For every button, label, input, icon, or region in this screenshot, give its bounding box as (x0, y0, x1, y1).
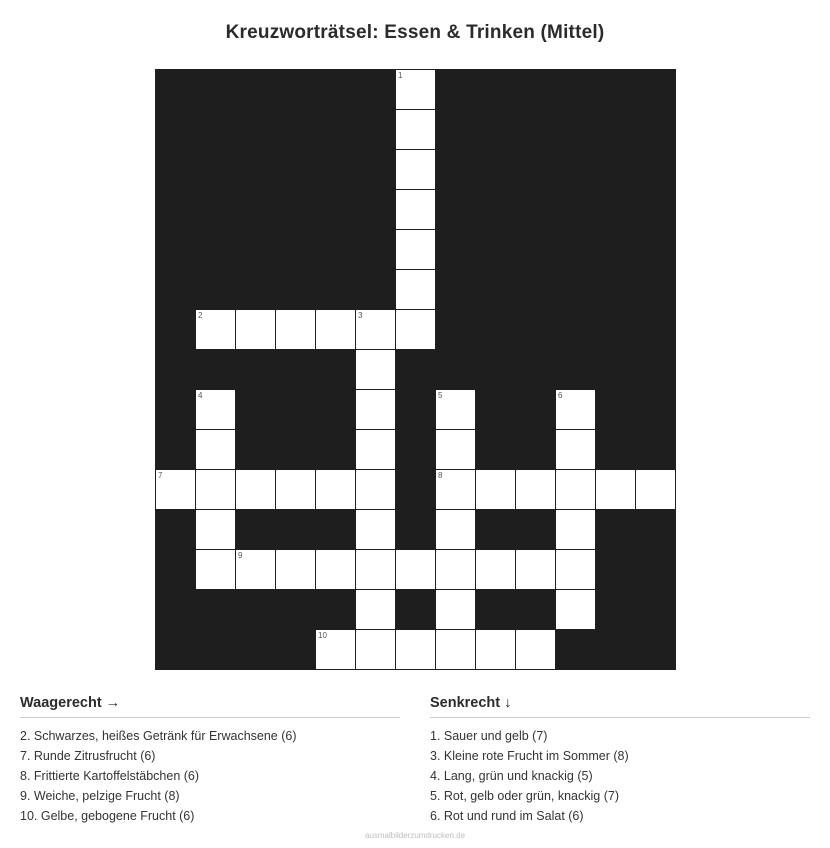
grid-cell[interactable] (436, 630, 476, 670)
grid-cell[interactable] (276, 310, 316, 350)
grid-block (596, 230, 636, 270)
grid-cell[interactable] (196, 510, 236, 550)
grid-block (156, 630, 196, 670)
grid-cell-number: 2 (198, 311, 203, 320)
grid-block (356, 150, 396, 190)
grid-block (476, 150, 516, 190)
grid-row (156, 510, 676, 550)
grid-block (436, 190, 476, 230)
grid-block (596, 70, 636, 110)
across-heading: Waagerecht → (20, 695, 400, 718)
grid-block (236, 230, 276, 270)
grid-block (196, 150, 236, 190)
grid-block (636, 430, 676, 470)
grid-block (556, 190, 596, 230)
grid-block (156, 350, 196, 390)
grid-block (236, 190, 276, 230)
grid-block (236, 70, 276, 110)
grid-block (516, 390, 556, 430)
grid-block (156, 390, 196, 430)
grid-block (196, 350, 236, 390)
grid-row (156, 110, 676, 150)
grid-cell-number: 10 (318, 631, 327, 640)
grid-block (516, 230, 556, 270)
grid-cell[interactable] (236, 310, 276, 350)
grid-block (596, 430, 636, 470)
across-clue-list (20, 726, 400, 826)
grid-cell[interactable] (436, 590, 476, 630)
grid-block (196, 590, 236, 630)
grid-block (436, 230, 476, 270)
clue-item: 10. Gelbe, gebogene Frucht (6) (20, 809, 195, 823)
grid-block (436, 110, 476, 150)
grid-cell[interactable] (436, 510, 476, 550)
grid-block (516, 150, 556, 190)
grid-block (276, 70, 316, 110)
grid-block (196, 70, 236, 110)
grid-cell-number: 9 (238, 551, 243, 560)
grid-cell[interactable] (396, 550, 436, 590)
grid-block (156, 70, 196, 110)
clue-item: 6. Rot und rund im Salat (6) (430, 809, 584, 823)
grid-block (596, 270, 636, 310)
down-column (430, 695, 810, 826)
clue-item: 2. Schwarzes, heißes Getränk für Erwachsene (6) (20, 729, 297, 743)
grid-block (516, 510, 556, 550)
grid-row (156, 590, 676, 630)
grid-block (516, 190, 556, 230)
grid-cell[interactable] (356, 470, 396, 510)
grid-block (236, 270, 276, 310)
grid-cell[interactable] (196, 550, 236, 590)
grid-block (156, 430, 196, 470)
grid-cell[interactable] (196, 390, 236, 430)
grid-cell[interactable] (356, 510, 396, 550)
grid-block (596, 350, 636, 390)
grid-cell[interactable] (556, 590, 596, 630)
grid-block (476, 390, 516, 430)
grid-cell[interactable] (436, 550, 476, 590)
grid-block (276, 270, 316, 310)
grid-cell[interactable] (396, 230, 436, 270)
grid-block (516, 110, 556, 150)
grid-cell-number: 4 (198, 391, 203, 400)
grid-cell[interactable] (436, 390, 476, 430)
grid-block (316, 510, 356, 550)
down-clue-list (430, 726, 810, 826)
grid-block (196, 230, 236, 270)
grid-block (476, 310, 516, 350)
grid-block (556, 70, 596, 110)
grid-cell-number: 5 (438, 391, 443, 400)
grid-block (276, 150, 316, 190)
grid-cell[interactable] (196, 310, 236, 350)
grid-row (156, 150, 676, 190)
grid-block (396, 390, 436, 430)
grid-row (156, 70, 676, 110)
down-heading: Senkrecht ↓ (430, 695, 810, 718)
grid-block (476, 350, 516, 390)
grid-cell[interactable] (396, 150, 436, 190)
grid-block (316, 430, 356, 470)
grid-cell-number: 8 (438, 471, 443, 480)
grid-block (236, 430, 276, 470)
grid-block (396, 470, 436, 510)
grid-cell[interactable] (356, 390, 396, 430)
grid-cell-number: 7 (158, 471, 163, 480)
grid-block (276, 190, 316, 230)
grid-cell[interactable] (356, 430, 396, 470)
grid-cell[interactable] (556, 510, 596, 550)
grid-block (476, 430, 516, 470)
grid-block (156, 230, 196, 270)
grid-block (236, 350, 276, 390)
grid-cell[interactable] (396, 70, 436, 110)
grid-cell[interactable] (396, 270, 436, 310)
grid-cell[interactable] (516, 630, 556, 670)
grid-row (156, 270, 676, 310)
grid-block (236, 510, 276, 550)
grid-block (636, 110, 676, 150)
grid-row (156, 350, 676, 390)
grid-row (156, 430, 676, 470)
grid-block (636, 310, 676, 350)
grid-block (356, 110, 396, 150)
grid-cell[interactable] (236, 470, 276, 510)
grid-cell[interactable] (476, 630, 516, 670)
grid-block (316, 70, 356, 110)
grid-block (636, 230, 676, 270)
grid-block (356, 230, 396, 270)
grid-block (276, 590, 316, 630)
grid-block (636, 510, 676, 550)
grid-row (156, 310, 676, 350)
grid-block (636, 550, 676, 590)
grid-row (156, 230, 676, 270)
clue-item: 5. Rot, gelb oder grün, knackig (7) (430, 789, 619, 803)
grid-block (396, 510, 436, 550)
grid-block (436, 270, 476, 310)
clue-item: 8. Frittierte Kartoffelstäbchen (6) (20, 769, 200, 783)
grid-block (316, 110, 356, 150)
grid-block (396, 350, 436, 390)
grid-cell[interactable] (396, 630, 436, 670)
grid-cell-number: 6 (558, 391, 563, 400)
clue-item: 3. Kleine rote Frucht im Sommer (8) (430, 749, 629, 763)
grid-block (356, 190, 396, 230)
grid-block (636, 150, 676, 190)
grid-block (196, 110, 236, 150)
grid-block (236, 150, 276, 190)
grid-block (156, 550, 196, 590)
grid-cell[interactable] (396, 190, 436, 230)
grid-block (596, 110, 636, 150)
grid-block (596, 630, 636, 670)
grid-cell-number: 1 (398, 71, 403, 80)
grid-block (556, 230, 596, 270)
grid-cell[interactable] (476, 470, 516, 510)
grid-cell[interactable] (556, 550, 596, 590)
grid-block (596, 390, 636, 430)
grid-block (276, 230, 316, 270)
grid-block (436, 310, 476, 350)
grid-cell[interactable] (636, 470, 676, 510)
grid-block (196, 190, 236, 230)
grid-block (236, 390, 276, 430)
page-title: Kreuzworträtsel: Essen & Trinken (Mittel) (225, 22, 605, 43)
grid-block (436, 150, 476, 190)
clues-section (0, 695, 830, 826)
grid-block (316, 150, 356, 190)
grid-row (156, 630, 676, 670)
grid-row (156, 470, 676, 510)
grid-block (156, 190, 196, 230)
grid-block (476, 190, 516, 230)
grid-cell[interactable] (516, 550, 556, 590)
grid-cell[interactable] (276, 550, 316, 590)
grid-block (396, 590, 436, 630)
clue-item: 4. Lang, grün und knackig (5) (430, 769, 593, 783)
grid-block (196, 270, 236, 310)
crossword-grid (155, 69, 676, 670)
grid-block (276, 630, 316, 670)
grid-block (316, 190, 356, 230)
grid-block (476, 230, 516, 270)
footer-watermark: ausmalbilderzumdrucken.de (364, 831, 466, 840)
crossword-table (155, 69, 676, 670)
grid-block (316, 230, 356, 270)
grid-block (636, 70, 676, 110)
grid-cell[interactable] (516, 470, 556, 510)
grid-cell[interactable] (556, 470, 596, 510)
grid-block (476, 590, 516, 630)
grid-block (236, 590, 276, 630)
grid-cell[interactable] (236, 550, 276, 590)
grid-block (596, 190, 636, 230)
grid-cell[interactable] (196, 430, 236, 470)
grid-block (636, 630, 676, 670)
grid-block (276, 390, 316, 430)
grid-cell[interactable] (276, 470, 316, 510)
grid-cell[interactable] (156, 470, 196, 510)
grid-block (476, 70, 516, 110)
grid-block (156, 110, 196, 150)
grid-row (156, 550, 676, 590)
grid-cell[interactable] (396, 310, 436, 350)
grid-cell[interactable] (356, 310, 396, 350)
grid-cell[interactable] (316, 630, 356, 670)
grid-cell[interactable] (316, 470, 356, 510)
clue-item: 9. Weiche, pelzige Frucht (8) (20, 789, 180, 803)
grid-block (316, 350, 356, 390)
grid-row (156, 390, 676, 430)
grid-block (356, 270, 396, 310)
grid-cell[interactable] (356, 590, 396, 630)
grid-block (516, 270, 556, 310)
grid-block (316, 390, 356, 430)
grid-block (196, 630, 236, 670)
grid-block (316, 590, 356, 630)
grid-block (516, 310, 556, 350)
grid-block (516, 350, 556, 390)
grid-block (516, 70, 556, 110)
grid-block (236, 630, 276, 670)
grid-cell[interactable] (556, 430, 596, 470)
grid-cell[interactable] (396, 110, 436, 150)
grid-cell[interactable] (316, 550, 356, 590)
grid-block (596, 550, 636, 590)
grid-block (156, 270, 196, 310)
grid-block (596, 590, 636, 630)
grid-block (636, 390, 676, 430)
grid-block (316, 270, 356, 310)
grid-block (636, 270, 676, 310)
grid-block (476, 510, 516, 550)
grid-cell[interactable] (436, 430, 476, 470)
grid-block (156, 510, 196, 550)
grid-block (276, 110, 316, 150)
grid-cell-number: 3 (358, 311, 363, 320)
grid-cell[interactable] (356, 350, 396, 390)
grid-block (636, 190, 676, 230)
clue-item: 7. Runde Zitrusfrucht (6) (20, 749, 156, 763)
grid-block (636, 590, 676, 630)
grid-block (556, 110, 596, 150)
grid-block (436, 70, 476, 110)
grid-block (396, 430, 436, 470)
grid-block (276, 510, 316, 550)
grid-block (476, 270, 516, 310)
grid-block (556, 350, 596, 390)
clue-item: 1. Sauer und gelb (7) (430, 729, 548, 743)
grid-block (556, 270, 596, 310)
grid-block (436, 350, 476, 390)
grid-block (596, 310, 636, 350)
grid-block (236, 110, 276, 150)
grid-cell[interactable] (476, 550, 516, 590)
grid-cell[interactable] (556, 390, 596, 430)
grid-block (276, 350, 316, 390)
grid-block (556, 310, 596, 350)
grid-cell[interactable] (596, 470, 636, 510)
grid-cell[interactable] (196, 470, 236, 510)
grid-row (156, 190, 676, 230)
grid-block (156, 150, 196, 190)
grid-cell[interactable] (356, 550, 396, 590)
grid-block (556, 630, 596, 670)
grid-block (476, 110, 516, 150)
grid-block (156, 310, 196, 350)
grid-block (156, 590, 196, 630)
grid-block (556, 150, 596, 190)
grid-block (276, 430, 316, 470)
across-column (20, 695, 400, 826)
grid-block (356, 70, 396, 110)
grid-cell[interactable] (436, 470, 476, 510)
grid-block (596, 150, 636, 190)
grid-block (596, 510, 636, 550)
grid-cell[interactable] (356, 630, 396, 670)
grid-block (516, 430, 556, 470)
grid-cell[interactable] (316, 310, 356, 350)
grid-block (516, 590, 556, 630)
grid-block (636, 350, 676, 390)
